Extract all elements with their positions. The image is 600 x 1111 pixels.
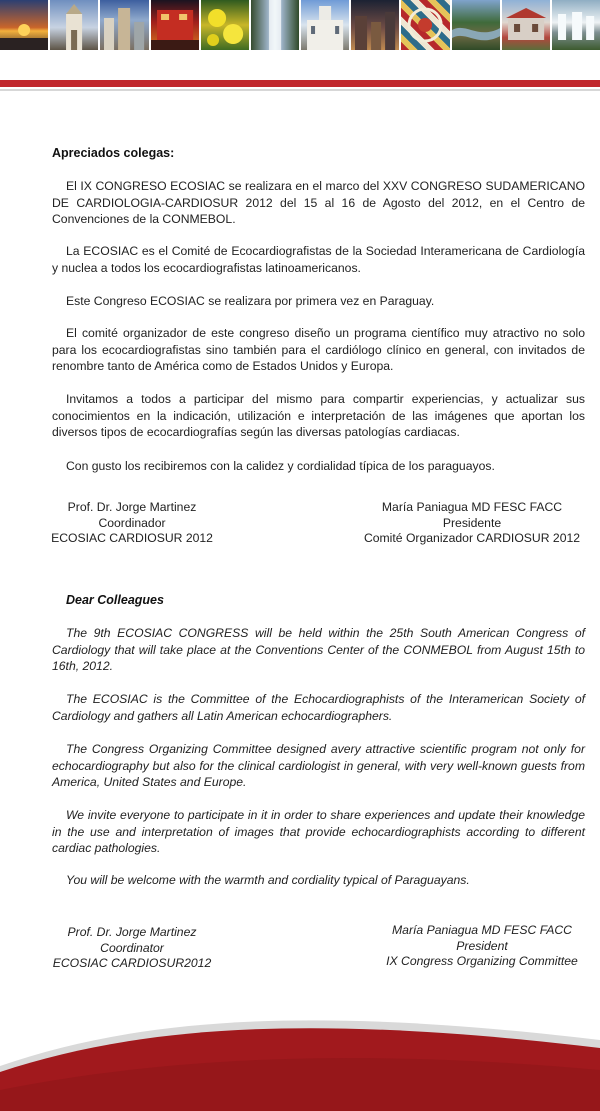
- salutation-spanish: Apreciados colegas:: [52, 146, 175, 160]
- signature-en-president: [362, 923, 600, 970]
- signature-name: María Paniagua MD FESC FACC: [381, 500, 563, 514]
- signature-name: Prof. Dr. Jorge Martinez: [67, 925, 197, 939]
- signature-es-coordinator: [12, 500, 252, 547]
- photo-night-city: [351, 0, 399, 50]
- paragraph-en-2: The ECOSIAC is the Committee of the Echocardiographists of the Interamerican Society of Cardiology and gathers all Latin American echocardiographers.: [52, 692, 585, 723]
- paragraph-en-4: We invite everyone to participate in it in order to share experiences and update their knowledge in the use and interpretation of images that provide echocardiographists according to different cardiac pathologies.: [52, 808, 585, 855]
- header-divider: [0, 89, 600, 91]
- paragraph-es-4: El comité organizador de este congreso diseño un programa científico muy atractivo no solo para los ecocardiografistas sino también para el cardiólogo clínico en general, con invitados de renombre tanto de América como de Estados Unidos y Europa.: [52, 326, 585, 373]
- signature-name: Prof. Dr. Jorge Martinez: [67, 500, 197, 514]
- photo-sunset-river: [0, 0, 48, 50]
- photo-yellow-flowers: [201, 0, 249, 50]
- photo-palace: [301, 0, 349, 50]
- photo-waterfall: [251, 0, 299, 50]
- paragraph-en-3: The Congress Organizing Committee designed avery attractive scientific program not only for echocardiography but also for the clinical cardiologist in general, with very well-known guests from America, United States and Europe.: [52, 742, 585, 789]
- paragraph-en-5: You will be welcome with the warmth and cordiality typical of Paraguayans.: [66, 873, 470, 887]
- paragraph-es-2: La ECOSIAC es el Comité de Ecocardiografistas de la Sociedad Interamericana de Cardiología y nuclea a todos los ecocardiografistas latinoamericanos.: [52, 244, 585, 275]
- paragraph-es-6: Con gusto los recibiremos con la calidez y cordialidad típica de los paraguayos.: [66, 459, 495, 473]
- signature-role: Coordinator: [100, 940, 164, 955]
- footer-red-wave: [0, 1010, 600, 1111]
- photo-river-aerial: [452, 0, 500, 50]
- signature-es-president: [352, 500, 592, 547]
- paragraph-es-1: El IX CONGRESO ECOSIAC se realizara en el marco del XXV CONGRESO SUDAMERICANO DE CARDIOLOGIA-CARDIOSUR 2012 del 15 al 16 de Agosto del 2012, en el Centro de Convenciones de la CONMEBOL.: [52, 179, 585, 226]
- signature-org: IX Congress Organizing Committee: [386, 954, 578, 968]
- signature-org: ECOSIAC CARDIOSUR2012: [52, 956, 212, 970]
- paragraph-es-3: Este Congreso ECOSIAC se realizara por primera vez en Paraguay.: [66, 294, 435, 308]
- photo-city-lights: [151, 0, 199, 50]
- photo-banner: [0, 0, 600, 50]
- photo-cathedral: [50, 0, 98, 50]
- signature-org: ECOSIAC CARDIOSUR 2012: [51, 531, 213, 545]
- photo-historic-house: [502, 0, 550, 50]
- paragraph-en-1: The 9th ECOSIAC CONGRESS will be held within the 25th South American Congress of Cardiology that will take place at the Conventions Center of the CONMEBOL from August 15th to 16th, 2012.: [52, 626, 585, 673]
- paragraph-es-5: Invitamos a todos a participar del mismo para compartir experiencias, y actualizar sus conocimientos en la indicación, utilización e interpretación de las imágenes que aportan los diversos tipos de ecocardiografías según las diversas patologías cardiacas.: [52, 392, 585, 439]
- photo-city-buildings: [100, 0, 148, 50]
- signature-role: President: [456, 938, 508, 953]
- signature-name: María Paniagua MD FESC FACC: [392, 923, 572, 937]
- signature-org: Comité Organizador CARDIOSUR 2012: [363, 531, 581, 545]
- photo-nanduti-lace: [401, 0, 449, 50]
- photo-iguazu-falls: [552, 0, 600, 50]
- header-red-bar: [0, 80, 600, 87]
- signature-role: Coordinador: [98, 515, 166, 530]
- signature-en-coordinator: [12, 925, 252, 972]
- salutation-english: Dear Colleagues: [66, 593, 164, 607]
- signature-role: Presidente: [442, 515, 502, 530]
